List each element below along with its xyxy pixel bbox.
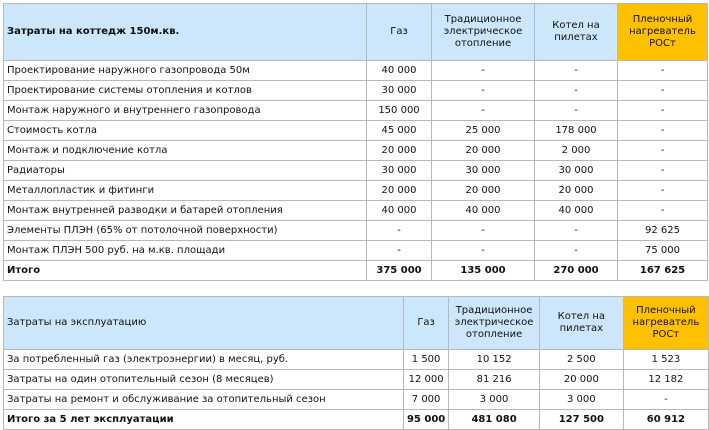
cell-value: 3 000 — [539, 390, 623, 410]
cell-value: 1 523 — [623, 350, 708, 370]
cell-value: 81 216 — [449, 370, 540, 390]
cell-value: - — [432, 241, 535, 261]
table-row — [4, 121, 708, 141]
cell-value: - — [432, 221, 535, 241]
column-header: Традиционное электрическое отопление — [432, 4, 535, 61]
column-header: Котел на пилетах — [539, 297, 623, 350]
table-row — [4, 221, 708, 241]
row-label: Проектирование системы отопления и котлов — [4, 81, 367, 101]
row-label: Затраты на один отопительный сезон (8 месяцев) — [4, 370, 404, 390]
cell-value: - — [535, 81, 618, 101]
total-label: Итого за 5 лет эксплуатации — [4, 410, 404, 430]
cell-value: 20 000 — [539, 370, 623, 390]
cell-value: - — [432, 101, 535, 121]
cell-value: 40 000 — [367, 201, 432, 221]
cell-value: - — [618, 161, 708, 181]
cell-value: 2 000 — [535, 141, 618, 161]
table-row — [4, 201, 708, 221]
cell-value: 75 000 — [618, 241, 708, 261]
cell-value: 2 500 — [539, 350, 623, 370]
row-label: Металлопластик и фитинги — [4, 181, 367, 201]
cell-value: 1 500 — [403, 350, 448, 370]
row-label: Элементы ПЛЭН (65% от потолочной поверхности) — [4, 221, 367, 241]
cell-value: 12 000 — [403, 370, 448, 390]
row-label: За потребленный газ (электроэнергии) в месяц, руб. — [4, 350, 404, 370]
table-row — [4, 61, 708, 81]
cell-value: 30 000 — [535, 161, 618, 181]
cell-value: 92 625 — [618, 221, 708, 241]
cell-value: - — [367, 221, 432, 241]
column-header: Традиционное электрическое отопление — [449, 297, 540, 350]
cell-value: - — [535, 101, 618, 121]
total-value: 135 000 — [432, 261, 535, 281]
operating-costs-table — [3, 296, 709, 430]
row-label: Монтаж наружного и внутреннего газопровода — [4, 101, 367, 121]
cell-value: 20 000 — [432, 181, 535, 201]
cell-value: - — [618, 201, 708, 221]
column-header: Газ — [403, 297, 448, 350]
table-row — [4, 161, 708, 181]
cell-value: - — [535, 61, 618, 81]
cell-value: 30 000 — [367, 161, 432, 181]
table-row — [4, 181, 708, 201]
table-row — [4, 241, 708, 261]
total-value: 127 500 — [539, 410, 623, 430]
cell-value: 20 000 — [367, 141, 432, 161]
cell-value: 25 000 — [432, 121, 535, 141]
cell-value: 10 152 — [449, 350, 540, 370]
header-row — [4, 297, 709, 350]
table-row — [4, 370, 709, 390]
row-label: Монтаж ПЛЭН 500 руб. на м.кв. площади — [4, 241, 367, 261]
cell-value: 30 000 — [367, 81, 432, 101]
column-header: Котел на пилетах — [535, 4, 618, 61]
total-value: 270 000 — [535, 261, 618, 281]
total-value: 60 912 — [623, 410, 708, 430]
total-value: 95 000 — [403, 410, 448, 430]
total-label: Итого — [4, 261, 367, 281]
cell-value: 45 000 — [367, 121, 432, 141]
cell-value: 178 000 — [535, 121, 618, 141]
cell-value: - — [618, 81, 708, 101]
row-label: Радиаторы — [4, 161, 367, 181]
cell-value: 12 182 — [623, 370, 708, 390]
cell-value: 40 000 — [535, 201, 618, 221]
cell-value: - — [623, 390, 708, 410]
table-row — [4, 350, 709, 370]
column-header: Газ — [367, 4, 432, 61]
cell-value: - — [432, 81, 535, 101]
total-value: 481 080 — [449, 410, 540, 430]
cell-value: - — [618, 121, 708, 141]
cell-value: - — [618, 61, 708, 81]
table-title: Затраты на коттедж 150м.кв. — [4, 4, 367, 61]
total-value: 375 000 — [367, 261, 432, 281]
cell-value: - — [618, 141, 708, 161]
table-row — [4, 101, 708, 121]
cell-value: 20 000 — [367, 181, 432, 201]
row-label: Проектирование наружного газопровода 50м — [4, 61, 367, 81]
total-row — [4, 261, 708, 281]
table-row — [4, 141, 708, 161]
table-row — [4, 81, 708, 101]
header-row — [4, 4, 708, 61]
column-header: Пленочный нагреватель РОСт — [623, 297, 708, 350]
cell-value: - — [535, 241, 618, 261]
table-title: Затраты на эксплуатацию — [4, 297, 404, 350]
row-label: Затраты на ремонт и обслуживание за отопительный сезон — [4, 390, 404, 410]
total-row — [4, 410, 709, 430]
construction-costs-table — [3, 3, 708, 281]
cell-value: 40 000 — [432, 201, 535, 221]
cell-value: - — [535, 221, 618, 241]
column-header: Пленочный нагреватель РОСт — [618, 4, 708, 61]
cell-value: 40 000 — [367, 61, 432, 81]
cell-value: 20 000 — [535, 181, 618, 201]
table-row — [4, 390, 709, 410]
cell-value: 7 000 — [403, 390, 448, 410]
cell-value: - — [367, 241, 432, 261]
cell-value: - — [618, 101, 708, 121]
cell-value: - — [432, 61, 535, 81]
cell-value: 20 000 — [432, 141, 535, 161]
cell-value: 3 000 — [449, 390, 540, 410]
cell-value: 150 000 — [367, 101, 432, 121]
total-value: 167 625 — [618, 261, 708, 281]
row-label: Монтаж и подключение котла — [4, 141, 367, 161]
cell-value: - — [618, 181, 708, 201]
cell-value: 30 000 — [432, 161, 535, 181]
row-label: Стоимость котла — [4, 121, 367, 141]
row-label: Монтаж внутренней разводки и батарей отопления — [4, 201, 367, 221]
